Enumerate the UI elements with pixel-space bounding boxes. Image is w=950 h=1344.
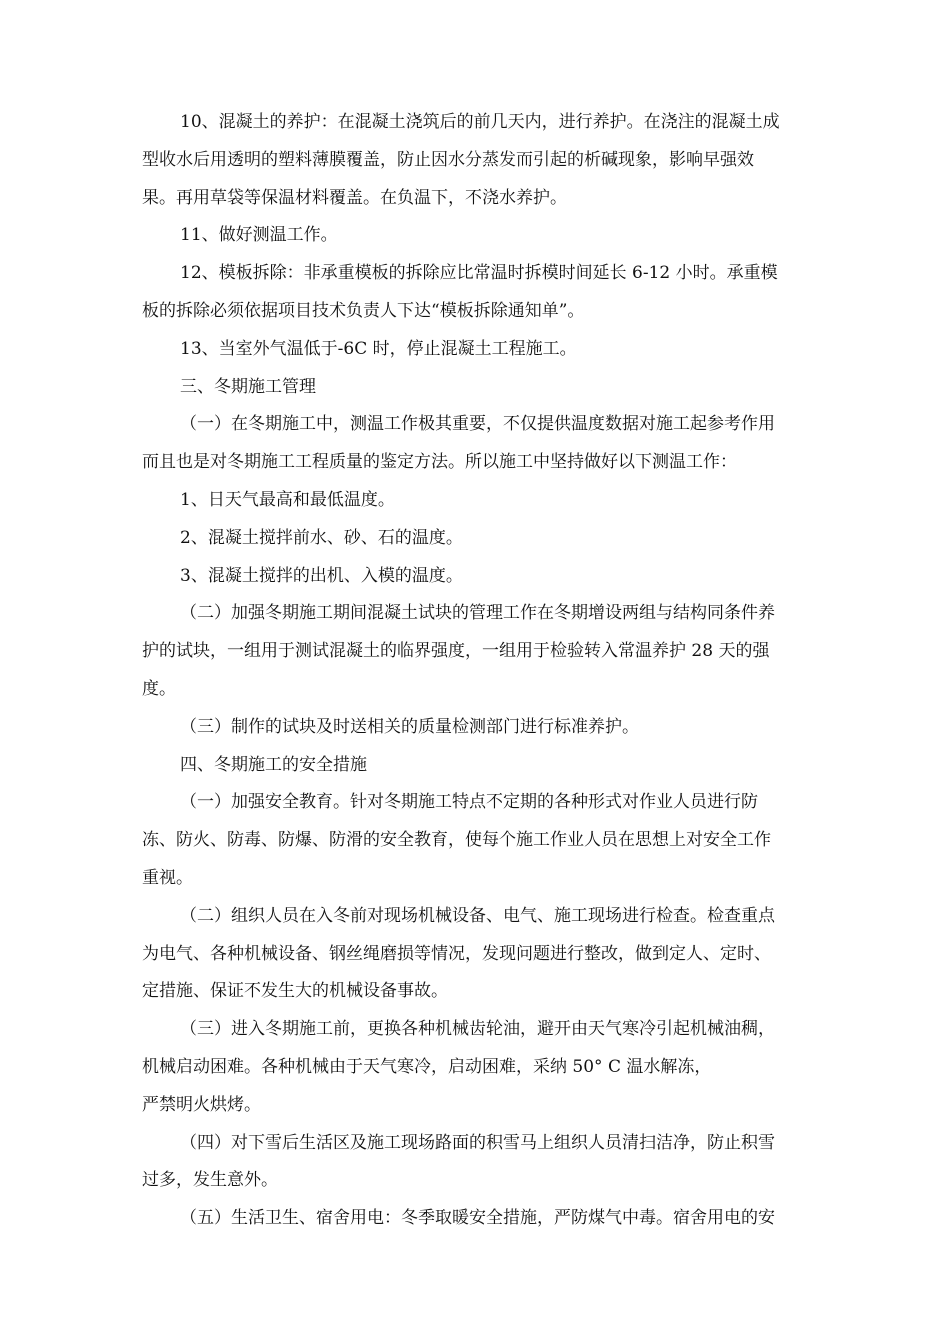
text-line-3: 果。再用草袋等保温材料覆盖。在负温下，不浇水养护。 bbox=[142, 187, 567, 208]
text-line-25: （三）进入冬期施工前，更换各种机械齿轮油，避开由天气寒冷引起机械油稠， bbox=[180, 1019, 775, 1040]
text-line-9: （一）在冬期施工中，测温工作极其重要，不仅提供温度数据对施工起参考作用 bbox=[180, 414, 775, 435]
text-line-16: 度。 bbox=[142, 678, 176, 699]
text-line-27: 严禁明火烘烤。 bbox=[142, 1094, 261, 1115]
text-line-12: 2、混凝土搅拌前水、砂、石的温度。 bbox=[180, 527, 463, 548]
text-line-26: 机械启动困难。各种机械由于天气寒冷，启动困难，采纳 50° C 温水解冻， bbox=[142, 1056, 712, 1077]
text-line-17: （三）制作的试块及时送相关的质量检测部门进行标准养护。 bbox=[180, 716, 639, 737]
text-line-29: 过多，发生意外。 bbox=[142, 1170, 278, 1191]
text-line-15: 护的试块，一组用于测试混凝土的临界强度，一组用于检验转入常温养护 28 天的强 bbox=[142, 641, 770, 662]
text-line-11: 1、日天气最高和最低温度。 bbox=[180, 489, 395, 510]
document-page bbox=[142, 104, 822, 1238]
text-line-23: 为电气、各种机械设备、钢丝绳磨损等情况，发现问题进行整改，做到定人、定时、 bbox=[142, 943, 771, 964]
section-heading-3: 三、冬期施工管理 bbox=[180, 376, 316, 397]
text-line-24: 定措施、保证不发生大的机械设备事故。 bbox=[142, 981, 448, 1002]
text-line-20: 冻、防火、防毒、防爆、防滑的安全教育，使每个施工作业人员在思想上对安全工作 bbox=[142, 830, 771, 851]
text-line-6: 板的拆除必须依据项目技术负责人下达“模板拆除通知单”。 bbox=[142, 300, 585, 321]
text-line-2: 型收水后用透明的塑料薄膜覆盖，防止因水分蒸发而引起的析碱现象，影响早强效 bbox=[142, 149, 754, 170]
text-line-28: （四）对下雪后生活区及施工现场路面的积雪马上组织人员清扫洁净，防止积雪 bbox=[180, 1132, 775, 1153]
text-line-30: （五）生活卫生、宿舍用电：冬季取暖安全措施，严防煤气中毒。宿舍用电的安 bbox=[180, 1208, 775, 1229]
text-line-13: 3、混凝土搅拌的出机、入模的温度。 bbox=[180, 565, 463, 586]
text-line-22: （二）组织人员在入冬前对现场机械设备、电气、施工现场进行检查。检查重点 bbox=[180, 905, 775, 926]
text-line-21: 重视。 bbox=[142, 867, 193, 888]
text-line-14: （二）加强冬期施工期间混凝土试块的管理工作在冬期增设两组与结构同条件养 bbox=[180, 603, 775, 624]
text-line-19: （一）加强安全教育。针对冬期施工特点不定期的各种形式对作业人员进行防 bbox=[180, 792, 758, 813]
text-line-5: 12、模板拆除：非承重模板的拆除应比常温时拆模时间延长 6-12 小时。承重模 bbox=[180, 263, 778, 284]
text-line-10: 而且也是对冬期施工工程质量的鉴定方法。所以施工中坚持做好以下测温工作： bbox=[142, 452, 737, 473]
text-line-1: 10、混凝土的养护：在混凝土浇筑后的前几天内，进行养护。在浇注的混凝土成 bbox=[180, 112, 780, 132]
text-line-4: 11、做好测温工作。 bbox=[180, 225, 338, 246]
text-line-7: 13、当室外气温低于-6C 时，停止混凝土工程施工。 bbox=[180, 338, 577, 359]
section-heading-4: 四、冬期施工的安全措施 bbox=[180, 754, 367, 775]
